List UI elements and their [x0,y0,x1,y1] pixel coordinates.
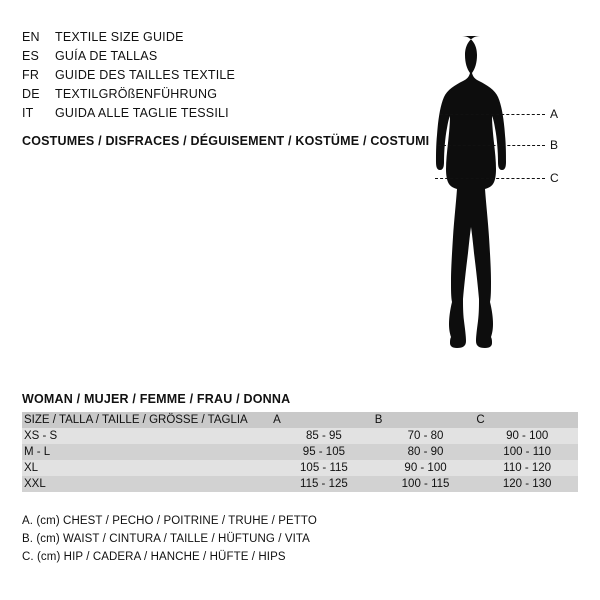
size-table [22,412,578,492]
table-header-row [22,412,578,428]
table-head [22,412,578,428]
cell-c: 90 - 100 [476,428,578,444]
cell-b: 70 - 80 [375,428,477,444]
language-row [22,68,402,87]
measure-dash-b [438,145,545,146]
cell-a: 105 - 115 [273,460,375,476]
cell-size: XS - S [22,428,273,444]
language-row [22,87,402,106]
cell-b: 90 - 100 [375,460,477,476]
legend-line-b: B. (cm) WAIST / CINTURA / TAILLE / HÜFTUNG / VITA [22,533,310,545]
language-text: TEXTILE SIZE GUIDE [55,30,184,44]
language-text: GUÍA DE TALLAS [55,49,158,63]
cell-size: XL [22,460,273,476]
table-title: WOMAN / MUJER / FEMME / FRAU / DONNA [22,392,291,406]
table-body [22,428,578,492]
cell-c: 110 - 120 [476,460,578,476]
cell-b: 100 - 115 [375,476,477,492]
language-row [22,30,402,49]
table-row [22,444,578,460]
cell-size: M - L [22,444,273,460]
language-row [22,49,402,68]
legend-line-c: C. (cm) HIP / CADERA / HANCHE / HÜFTE / HIPS [22,551,286,563]
column-header-a: A [273,412,375,428]
language-code: ES [22,49,40,63]
language-code: FR [22,68,40,82]
cell-c: 100 - 110 [476,444,578,460]
measure-dash-a [440,114,545,115]
table-row [22,460,578,476]
language-text: GUIDA ALLE TAGLIE TESSILI [55,106,229,120]
column-header-b: B [375,412,477,428]
cell-b: 80 - 90 [375,444,477,460]
column-header-size: SIZE / TALLA / TAILLE / GRÖSSE / TAGLIA [22,412,273,428]
measurement-legend [22,512,317,566]
costumes-subtitle: COSTUMES / DISFRACES / DÉGUISEMENT / KOSTÜME / COSTUMI [22,134,430,148]
cell-a: 95 - 105 [273,444,375,460]
measure-label-c: C [550,171,559,185]
column-header-c: C [476,412,578,428]
language-text: GUIDE DES TAILLES TEXTILE [55,68,236,82]
cell-a: 115 - 125 [273,476,375,492]
figure-diagram [400,20,590,380]
cell-a: 85 - 95 [273,428,375,444]
table-row [22,476,578,492]
language-code: DE [22,87,40,101]
language-list [22,30,402,125]
language-code: IT [22,106,34,120]
measure-label-a: A [550,107,559,121]
language-code: EN [22,30,40,44]
woman-silhouette-icon [400,20,590,380]
legend-line-a: A. (cm) CHEST / PECHO / POITRINE / TRUHE / PETTO [22,515,317,527]
measure-dash-c [435,178,545,179]
table-row [22,428,578,444]
measure-label-b: B [550,138,559,152]
language-text: TEXTILGRÖßENFÜHRUNG [55,87,218,101]
cell-size: XXL [22,476,273,492]
language-row [22,106,402,125]
cell-c: 120 - 130 [476,476,578,492]
